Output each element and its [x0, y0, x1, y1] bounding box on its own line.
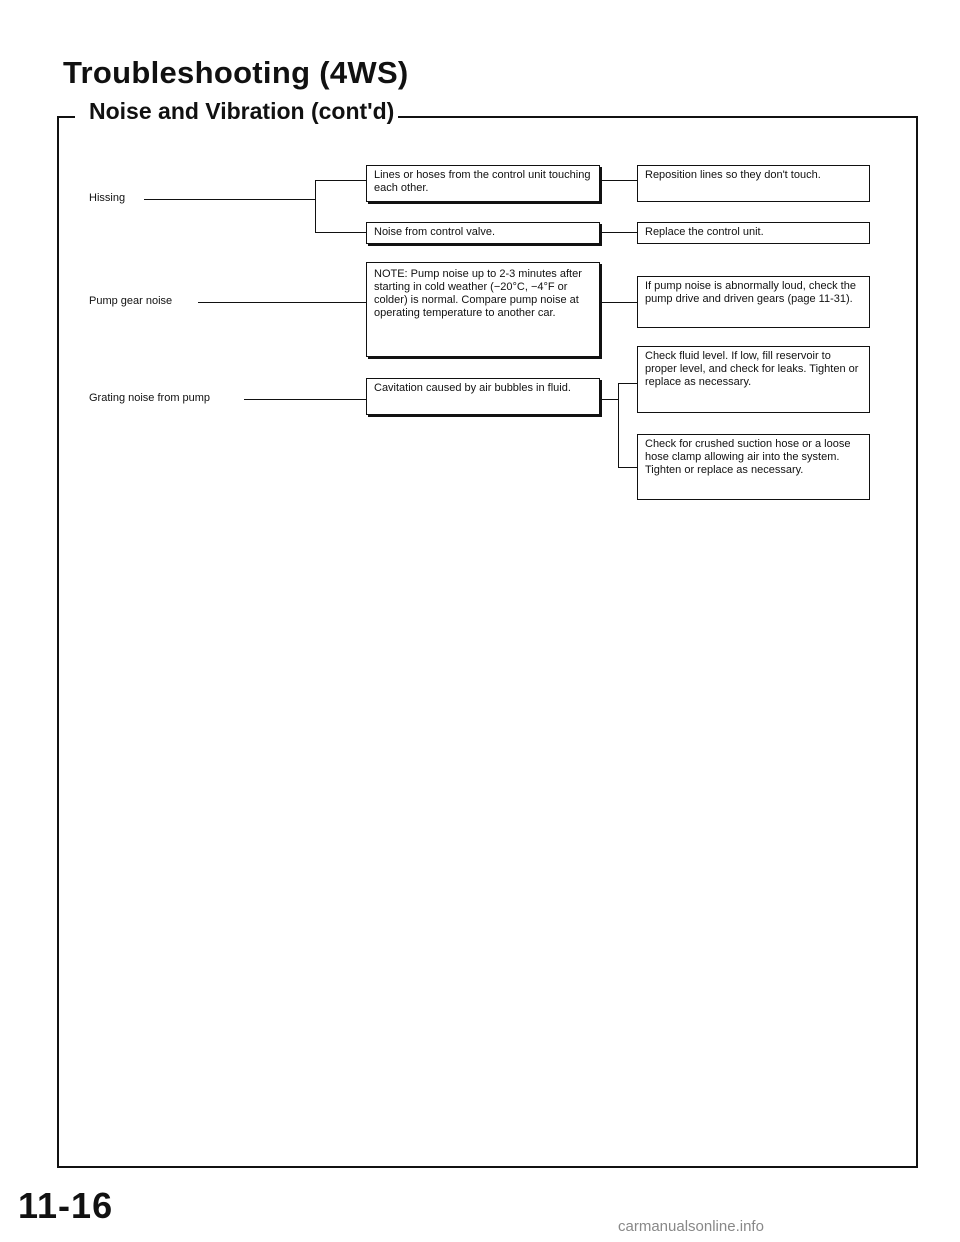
remedy-reposition-lines: Reposition lines so they don't touch.	[637, 165, 870, 202]
symptom-pump-gear-noise: Pump gear noise	[89, 295, 173, 307]
remedy-check-suction-hose: Check for crushed suction hose or a loose hose clamp allowing air into the system. Tighten or replace as necessary.	[637, 434, 870, 500]
section-subtitle: Noise and Vibration (cont'd)	[89, 98, 395, 124]
remedy-replace-control-unit: Replace the control unit.	[637, 222, 870, 244]
page-number: 11-16	[18, 1185, 114, 1226]
cause-pump-note: NOTE: Pump noise up to 2-3 minutes after starting in cold weather (−20°C, −4°F or colder) is normal. Compare pump noise at operating temperature to another car.	[366, 262, 600, 357]
remedy-check-fluid-level: Check fluid level. If low, fill reservoir to proper level, and check for leaks. Tighten or replace as necessary.	[637, 346, 870, 413]
cause-cavitation: Cavitation caused by air bubbles in fluid.	[366, 378, 600, 415]
cause-control-valve: Noise from control valve.	[366, 222, 600, 244]
symptom-hissing: Hissing	[89, 192, 126, 204]
symptom-grating-noise: Grating noise from pump	[89, 392, 211, 404]
watermark: carmanualsonline.info	[618, 1218, 764, 1235]
remedy-check-pump-gears: If pump noise is abnormally loud, check the pump drive and driven gears (page 11-31).	[637, 276, 870, 328]
cause-lines-touching: Lines or hoses from the control unit touching each other.	[366, 165, 600, 202]
page-title: Troubleshooting (4WS)	[63, 55, 409, 90]
